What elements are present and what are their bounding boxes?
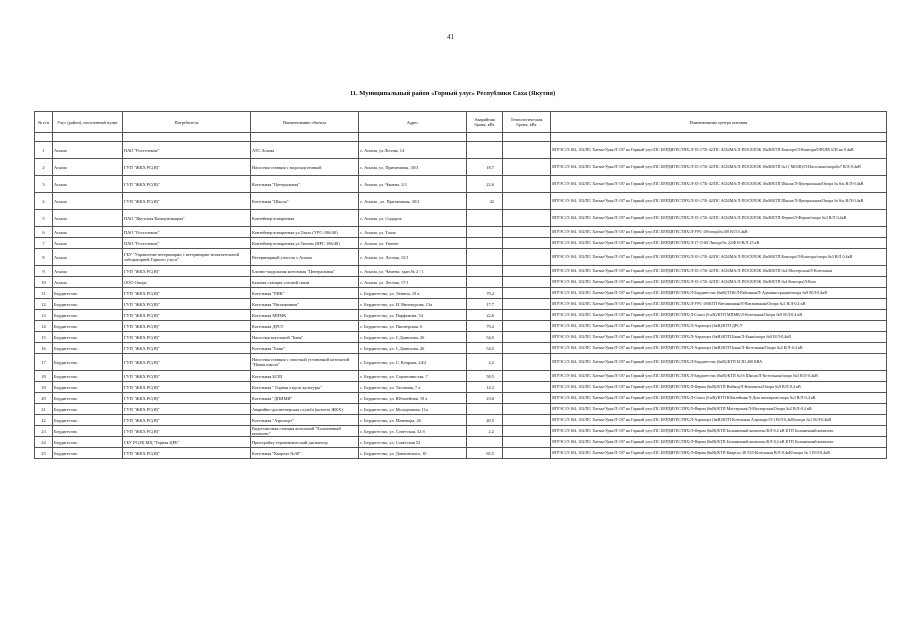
address-cell: с. Бердигестях, ул. Ленина, 10 а [359, 288, 467, 299]
feeder-cell: ЯГРЭС/Л-104, 102/ПС Хатын-Урях/Л-107 на Горный улус/ПС БЕРДИГЕСТЯХ/Л-Аэропорт (6кВ)/КТП Баня/Л-Котельная/Опора №2 В/Л-0,4 кВ [551, 343, 887, 354]
address-cell: с. Бердигестях, ул. Соровшнистая, 7 [359, 371, 467, 382]
table-row [35, 343, 887, 354]
row-number: 3 [35, 176, 53, 193]
feeder-cell: ЯГРЭС/Л-104, 102/ПС Хатын-Урях/Л-107 на Горный улус/ПС БЕРДИГЕСТЯХ/Л-Аэропорт (6кВ)/КТП ДРСУ [551, 321, 887, 332]
technological-reserve-cell [503, 159, 551, 176]
address-cell: с. Бердигестях, ул. Данчинского, 10 [359, 448, 467, 459]
object-cell: Котельная "Школа" [251, 193, 359, 210]
table-row [35, 354, 887, 371]
district-cell: Асыма [53, 277, 123, 288]
technological-reserve-cell [503, 227, 551, 238]
district-cell: Бердигестях [53, 371, 123, 382]
address-cell: с. Бердигестях, ул. Парфенова, 54 [359, 310, 467, 321]
district-cell: Бердигестях [53, 426, 123, 437]
table-row [35, 448, 887, 459]
address-cell: с. Асыма, ул.Лесная, 14 [359, 142, 467, 159]
technological-reserve-cell [503, 393, 551, 404]
table-row [35, 238, 887, 249]
emergency-reserve-cell: 22,6 [467, 176, 503, 193]
consumer-cell: ПАО "Ростелеком" [123, 238, 251, 249]
address-cell: с. Асыма, ул. Тюнгю [359, 238, 467, 249]
address-cell: с. Бердигестях, ул. Советская, 52 б [359, 426, 467, 437]
row-number: 8 [35, 249, 53, 266]
technological-reserve-cell [503, 249, 551, 266]
feeder-cell: ЯГРЭС/Л-104, 102/ПС Хатын-Урях/Л-107 на Горный улус/ПС БЕРДИГЕСТЯХ/Л-Бердигестях (6кВ)/КТП №16 Школа/Л-Котельная/опора №3 В/Л-0,4кВ [551, 371, 887, 382]
address-cell: с. Бердигестях, ул. Советская 52 [359, 437, 467, 448]
emergency-reserve-cell: 14,3 [467, 382, 503, 393]
consumer-cell: ГУП "ЖКХ РС(Я)" [123, 193, 251, 210]
feeder-cell: ЯГРЭС/Л-104, 102/ПС Хатын-Урях/Л-107 на Горный улус/ПС БЕРДИГЕСТЯХ/Л-Бердигестях (6кВ)/КТП БСШ 400 КВА [551, 354, 887, 371]
row-number: 12 [35, 299, 53, 310]
district-cell: Асыма [53, 159, 123, 176]
consumer-cell: ГУП "ЖКХ РС(Я)" [123, 354, 251, 371]
row-number: 20 [35, 393, 53, 404]
header-district: Улус (район), населенный пункт [53, 112, 123, 133]
table-row [35, 277, 887, 288]
consumer-cell: ГБУ "Управление ветеринарии с ветеринарно-испытательной лабораторией Горного улуса" [123, 249, 251, 266]
table-row [35, 299, 887, 310]
feeder-cell: ЯГРЭС/Л-104, 102/ПС Хатын-Урях/Л-107 на Горный улус/ПС БЕРДИГЕСТЯХ/Л-Ферма (6кВ)/КТП Больничный комплекс/КЛ-0,4 кВ КТП Больничный комплекс [551, 426, 887, 437]
address-cell: с. Бердигестях, ул. С.Данилова, 26 [359, 343, 467, 354]
table-row [35, 415, 887, 426]
address-cell: с. Бердигестях, ул. Тасовная, 7 а [359, 382, 467, 393]
object-cell: Насосная станция с водоподготовкой [251, 159, 359, 176]
district-cell: Бердигестях [53, 288, 123, 299]
address-cell: с. Асыма, ул. Лесная, 15/1 [359, 249, 467, 266]
object-cell: Котельная БСШ [251, 371, 359, 382]
emergency-reserve-cell [467, 437, 503, 448]
object-cell: Контейнер-аппаратная ул.Тюнгю (НРС 186/40) [251, 238, 359, 249]
emergency-reserve-cell [467, 227, 503, 238]
consumer-cell: ГУП "ЖКХ РС(Я)" [123, 448, 251, 459]
technological-reserve-cell [503, 415, 551, 426]
table-header-row [35, 112, 887, 133]
consumer-cell: ПАО "Ростелеком" [123, 227, 251, 238]
consumer-cell: ПАО "Якутская Коммуникации" [123, 210, 251, 227]
district-cell: Бердигестях [53, 321, 123, 332]
technological-reserve-cell [503, 210, 551, 227]
emergency-reserve-cell: 17,7 [467, 299, 503, 310]
row-number: 18 [35, 371, 53, 382]
technological-reserve-cell [503, 354, 551, 371]
district-cell: Асыма [53, 238, 123, 249]
address-cell: с. Асыма, ул. Чамена, 2/1 [359, 176, 467, 193]
technological-reserve-cell [503, 437, 551, 448]
object-cell: Котельная "Витаминная" [251, 299, 359, 310]
table-row [35, 404, 887, 415]
object-cell: Котельная "ДПИМИ" [251, 393, 359, 404]
row-number: 2 [35, 159, 53, 176]
district-cell: Бердигестях [53, 332, 123, 343]
object-cell: Котельная "Баня" [251, 343, 359, 354]
consumer-cell: ГУП "ЖКХ РС(Я)" [123, 382, 251, 393]
emergency-reserve-cell: 79,2 [467, 321, 503, 332]
emergency-reserve-cell: 40,5 [467, 415, 503, 426]
row-number: 17 [35, 354, 53, 371]
feeder-cell: ЯГРЭС/Л-104, 102/ПС Хатын-Урях/Л-107 на Горный улус/ПС БЕРДИГЕСТЯХ/Л-Ферма (6кВ)/КТП Войвод/Л-Контакты/Опора №9 В/Л-0,4 кВ [551, 382, 887, 393]
row-number: 9 [35, 266, 53, 277]
table-row [35, 176, 887, 193]
table-row [35, 193, 887, 210]
district-cell: Бердигестях [53, 448, 123, 459]
district-cell: Бердигестях [53, 299, 123, 310]
table-row [35, 249, 887, 266]
row-number: 6 [35, 227, 53, 238]
district-cell: Бердигестях [53, 310, 123, 321]
table-row [35, 227, 887, 238]
emergency-reserve-cell [467, 266, 503, 277]
technological-reserve-cell [503, 193, 551, 210]
header-feeder: Наименование центра питания [551, 112, 887, 133]
consumer-cell: ГУП "ЖКХ РС(Я)" [123, 332, 251, 343]
object-cell: Водоочистная станция котельной "Больничный комплекс" [251, 426, 359, 437]
technological-reserve-cell [503, 343, 551, 354]
emergency-reserve-cell: 54,5 [467, 343, 503, 354]
row-number: 14 [35, 321, 53, 332]
feeder-cell: ЯГРЭС/Л-104, 102/ПС Хатын-Урях/Л-107 на Горный улус/ПС БЕРДИГЕСТЯХ/Л-Ферма (6кВ)/КТП Мастерская/Л-Мастерская/Опора №2 В/Л-0,4 кВ [551, 404, 887, 415]
technological-reserve-cell [503, 310, 551, 321]
address-cell: с. Бердигестях, ул. Пионерская, 6 [359, 321, 467, 332]
emergency-reserve-cell [467, 277, 503, 288]
header-num: № п/п [35, 112, 53, 133]
address-cell: с. Асыма, ул. Притаежная, 30/3 [359, 159, 467, 176]
consumer-cell: ООО Опора [123, 277, 251, 288]
emergency-reserve-cell: 65,5 [467, 448, 503, 459]
feeder-cell: ЯГРЭС/Л-104, 102/ПС Хатын-Урях/Л-107 на Горный улус/ПС БЕРДИГЕСТЯХ/Л-35-17/Б-42/ПС АСЫМА/Л-ПОСЕЛОК 10кВ/КТП Школа/Л-Центральная/Опора № 6/н В/Л-0,4кВ [551, 193, 887, 210]
consumer-cell: ПАО "Ростелеком" [123, 142, 251, 159]
technological-reserve-cell [503, 299, 551, 310]
object-cell: Контейнер-аппаратная ул.Тааль (УРС-186/40) [251, 227, 359, 238]
address-cell: с. Асыма, ул. Лесная, 17/1 [359, 277, 467, 288]
row-number: 22 [35, 415, 53, 426]
consumer-cell: ГУП "ЖКХ РС(Я)" [123, 288, 251, 299]
consumer-cell: ГУП "ЖКХ РС(Я)" [123, 371, 251, 382]
row-number: 21 [35, 404, 53, 415]
table-row [35, 321, 887, 332]
emergency-reserve-cell: 22,6 [467, 310, 503, 321]
row-number: 19 [35, 382, 53, 393]
object-cell: Блочно-модульная котельная "Центральная" [251, 266, 359, 277]
object-cell: Контейнер-аппаратная [251, 210, 359, 227]
feeder-cell: ЯГРЭС/Л-104, 102/ПС Хатын-Урях/Л-107 на Горный улус/ПС БЕРДИГЕСТЯХ/Л-Бердигестях (6кВ)/ТП6/Л-Районная/Л-Администрация/опора №9 В/Л-0,4кВ [551, 288, 887, 299]
object-cell: Котельная "Центральная" [251, 176, 359, 193]
district-cell: Бердигестях [53, 382, 123, 393]
header-object: Наименование объекта [251, 112, 359, 133]
feeder-cell: ЯГРЭС/Л-104, 102/ПС Хатын-Урях/Л-107 на Горный улус/ПС БЕРДИГЕСТЯХ/Л-УРС-49/опора№100 В/Л 0,4кВ [551, 227, 887, 238]
district-cell: Асыма [53, 193, 123, 210]
table-row [35, 310, 887, 321]
header-emergency: Аварийная броня, кВт [467, 112, 503, 133]
emergency-reserve-cell: 79,2 [467, 288, 503, 299]
technological-reserve-cell [503, 382, 551, 393]
district-cell: Асыма [53, 227, 123, 238]
emergency-reserve-cell [467, 238, 503, 249]
row-number: 1 [35, 142, 53, 159]
feeder-cell: ЯГРЭС/Л-104, 102/ПС Хатын-Урях/Л-107 на Горный улус/ПС БЕРДИГЕСТЯХ/Л-35-17/Б-42/ПС АСЫМА/Л-ПОСЕЛОК 10кВ/КТП Контора/Л-Контора/опора №3 В/Л 0,4кВ [551, 249, 887, 266]
address-cell: с. Асыма, ул. Тааль [359, 227, 467, 238]
emergency-reserve-cell: 58,5 [467, 371, 503, 382]
address-cell: с. Бердигестях, ул. С.Данилова, 26 [359, 332, 467, 343]
table-row [35, 393, 887, 404]
technological-reserve-cell [503, 371, 551, 382]
feeder-cell: ЯГРЭС/Л-104, 102/ПС Хатын-Урях/Л-107 на Горный улус/ПС БЕРДИГЕСТЯХ/Л-Ферма (6кВ)/КТП Больничный комплекс/КЛ-0,4 кВ КТП Больничный комплекс [551, 437, 887, 448]
object-cell: Котельная "РИК" [251, 288, 359, 299]
technological-reserve-cell [503, 288, 551, 299]
consumer-cell: ГБУ РС(Я) МЦ "Горная ЦРБ" [123, 437, 251, 448]
district-cell: Бердигестях [53, 393, 123, 404]
feeder-cell: ЯГРЭС/Л-104, 102/ПС Хатын-Урях/Л-107 на Горный улус/ПС БЕРДИГЕСТЯХ/Л-35-17/Б-42/ПС АСЫМА/Л-ПОСЕЛОК 10кВ/КТП Контора/Л-Контора/ОПОРА Б/Н на 0,4кВ [551, 142, 887, 159]
address-cell: с. Асыма, ул. Сидоров [359, 210, 467, 227]
consumer-cell: ГУП "ЖКХ РС(Я)" [123, 343, 251, 354]
emergency-reserve-cell: 54,5 [467, 332, 503, 343]
consumer-cell: ГУП "ЖКХ РС(Я)" [123, 176, 251, 193]
row-number: 25 [35, 448, 53, 459]
address-cell: с. Бердигестях, ул. И. Винокурова, 13а [359, 299, 467, 310]
row-number: 16 [35, 343, 53, 354]
consumer-cell: ГУП "ЖКХ РС(Я)" [123, 404, 251, 415]
district-cell: Асыма [53, 266, 123, 277]
table-row [35, 210, 887, 227]
feeder-cell: ЯГРЭС/Л-104, 102/ПС Хатын-Урях/Л-107 на Горный улус/ПС БЕРДИГЕСТЯХ/Л-Аэропорт (6кВ)/КТП Баня/Л-Баня/опора №8 В/Л-0,4кВ [551, 332, 887, 343]
emergency-reserve-cell: 42 [467, 193, 503, 210]
table-row [35, 142, 887, 159]
technological-reserve-cell [503, 448, 551, 459]
emergency-reserve-cell: 23,6 [467, 393, 503, 404]
consumer-cell: ГУП "ЖКХ РС(Я)" [123, 159, 251, 176]
row-number: 13 [35, 310, 53, 321]
row-number: 15 [35, 332, 53, 343]
district-cell: Бердигестях [53, 343, 123, 354]
consumer-cell: ГУП "ЖКХ РС(Я)" [123, 415, 251, 426]
technological-reserve-cell [503, 404, 551, 415]
address-cell: с. Бердигестях, ул. С. Кочрова, 24/2 [359, 354, 467, 371]
district-cell: Асыма [53, 249, 123, 266]
reserve-table [34, 111, 887, 459]
feeder-cell: ЯГРЭС/Л-104, 102/ПС Хатын-Урях/Л-107 на Горный улус/ПС БЕРДИГЕСТЯХ/Л-35-17/Б-42/ПС АСЫМА/Л-ПОСЕЛОК 10кВ/КТП №4 Контора/Л-Котл [551, 277, 887, 288]
header-technological: Технологическая броня, кВт [503, 112, 551, 133]
section-title: 11. Муниципальный район «Горный улус» Республики Саха (Якутия) [349, 90, 556, 97]
object-cell: Насосная станция с очисткой установкой котельной "Новая школа" [251, 354, 359, 371]
object-cell: Ветеринарный участок с.Асыма [251, 249, 359, 266]
object-cell: Котельная ДРСУ [251, 321, 359, 332]
object-cell: Котельная " Горная отдела культуры" [251, 382, 359, 393]
spacer-row [35, 133, 887, 142]
table-body [35, 133, 887, 459]
consumer-cell: ГУП "ЖКХ РС(Я)" [123, 321, 251, 332]
technological-reserve-cell [503, 277, 551, 288]
feeder-cell: ЯГРЭС/Л-104, 102/ПС Хатын-Урях/Л-107 на Горный улус/ПС БЕРДИГЕСТЯХ/Л-Аэропорт (6кВ)/КТП Котельная Аэропорт/Л-1 В/Л-0,4кВ/опора №1 В/Л-0,4кВ [551, 415, 887, 426]
district-cell: Бердигестях [53, 354, 123, 371]
table-row [35, 159, 887, 176]
district-cell: Бердигестях [53, 404, 123, 415]
address-cell: с. Асыма , ул. Притаежная, 30/2 [359, 193, 467, 210]
table-row [35, 426, 887, 437]
address-cell: с. Бердигестях, ул. Молодежная, 11а [359, 404, 467, 415]
district-cell: Асыма [53, 210, 123, 227]
district-cell: Бердигестях [53, 415, 123, 426]
district-cell: Асыма [53, 176, 123, 193]
object-cell: Базовая станция сотовой связи [251, 277, 359, 288]
address-cell: с. Бердигестях, ул. Маневора, 26 [359, 415, 467, 426]
technological-reserve-cell [503, 176, 551, 193]
row-number: 11 [35, 288, 53, 299]
page-number: 41 [447, 33, 454, 41]
emergency-reserve-cell [467, 142, 503, 159]
object-cell: Пристройку терапевтический диспансер [251, 437, 359, 448]
technological-reserve-cell [503, 321, 551, 332]
feeder-cell: ЯГРЭС/Л-104, 102/ПС Хатын-Урях/Л-107 на Горный улус/ПС БЕРДИГЕСТЯХ/Л-35-17/Б-42/ПС АСЫМА/Л-ПОСЕЛОК 10кВ/КТП №4 Мастерская/Л-Котельная [551, 266, 887, 277]
consumer-cell: ГУП "ЖКХ РС(Я)" [123, 299, 251, 310]
feeder-cell: ЯГРЭС/Л-104, 102/ПС Хатын-Урях/Л-107 на Горный улус/ПС БЕРДИГЕСТЯХ/Л-УРС-49/КТП Витаминная/Л-Витаминная/Опора №1 В/Л-0,4 кВ [551, 299, 887, 310]
row-number: 10 [35, 277, 53, 288]
emergency-reserve-cell [467, 210, 503, 227]
object-cell: Котельная МПМК [251, 310, 359, 321]
emergency-reserve-cell [467, 249, 503, 266]
address-cell: с. Асыма, ул. Чамена, здан.№ 2 / 1 [359, 266, 467, 277]
feeder-cell: ЯГРЭС/Л-104, 102/ПС Хатын-Урях/Л-107 на Горный улус/ПС БЕРДИГЕСТЯХ/Л-35-17/Б-42/ПС АСЫМА/Л-ПОСЕЛОК 10кВ/КТП №1 ( МОШ)/Л-Насосная/опора№7 В/Л-0,4кВ [551, 159, 887, 176]
technological-reserve-cell [503, 142, 551, 159]
object-cell: Насосная котельной "Баня" [251, 332, 359, 343]
district-cell: Асыма [53, 142, 123, 159]
row-number: 4 [35, 193, 53, 210]
consumer-cell: ГУП "ЖКХ РС(Я)" [123, 393, 251, 404]
row-number: 7 [35, 238, 53, 249]
technological-reserve-cell [503, 332, 551, 343]
feeder-cell: ЯГРЭС/Л-104, 102/ПС Хатын-Урях/Л-107 на Горный улус/ПС БЕРДИГЕСТЯХ/Л-17-Л-60 Лиходе/№ 22/Ф10-В/Л 25 кВ [551, 238, 887, 249]
consumer-cell: ГУП "ЖКХ РС(Я)" [123, 266, 251, 277]
feeder-cell: ЯГРЭС/Л-104, 102/ПС Хатын-Урях/Л-107 на Горный улус/ПС БЕРДИГЕСТЯХ/Л-35-17/Б-42/ПС АСЫМА/Л-ПОСЕЛОК 10кВ/КТП Ферма/Л-Ферма/опора №3 В/Л 0,4кВ [551, 210, 887, 227]
table-row [35, 371, 887, 382]
feeder-cell: ЯГРЭС/Л-104, 102/ПС Хатын-Урях/Л-107 на Горный улус/ПС БЕРДИГЕСТЯХ/Л-Ферма (6кВ)/КТП Квартал 38 Л/Л-Котельная В/Л-0,4кВ/опора № 1 В/Л-0,4кВ [551, 448, 887, 459]
object-cell: Котельная "Аэропорт" [251, 415, 359, 426]
address-cell: с. Бердигестях, ул. Юбилейная, 19 а [359, 393, 467, 404]
technological-reserve-cell [503, 266, 551, 277]
table-row [35, 288, 887, 299]
row-number: 24 [35, 437, 53, 448]
emergency-reserve-cell: 2,2 [467, 354, 503, 371]
header-address: Адрес [359, 112, 467, 133]
table-row [35, 332, 887, 343]
object-cell: Аварийно-диспетчерская служба (котлетл ЖКХ) [251, 404, 359, 415]
object-cell: АТС Асыма [251, 142, 359, 159]
technological-reserve-cell [503, 238, 551, 249]
emergency-reserve-cell [467, 404, 503, 415]
table-row [35, 266, 887, 277]
object-cell: Котельная "Квартал №38" [251, 448, 359, 459]
consumer-cell: ГУП "ЖКХ РС(Я)" [123, 426, 251, 437]
feeder-cell: ЯГРЭС/Л-104, 102/ПС Хатын-Урях/Л-107 на Горный улус/ПС БЕРДИГЕСТЯХ/Л-Сокол (6 кВ)/КТП Юбилейная/Л-Дом пионеров/опора №3 В/Л-0,4 кВ [551, 393, 887, 404]
emergency-reserve-cell: 18,7 [467, 159, 503, 176]
row-number: 23 [35, 426, 53, 437]
table-row [35, 437, 887, 448]
header-consumer: Потребитель [123, 112, 251, 133]
row-number: 5 [35, 210, 53, 227]
consumer-cell: ГУП "ЖКХ РС(Я)" [123, 310, 251, 321]
emergency-reserve-cell: 2,2 [467, 426, 503, 437]
feeder-cell: ЯГРЭС/Л-104, 102/ПС Хатын-Урях/Л-107 на Горный улус/ПС БЕРДИГЕСТЯХ/Л-Сокол (6 кВ)/КТП МПМК/Л-Котельная/Опора №9 В/Л-0,4 кВ [551, 310, 887, 321]
table-row [35, 382, 887, 393]
district-cell: Бердигестях [53, 437, 123, 448]
feeder-cell: ЯГРЭС/Л-104, 102/ПС Хатын-Урях/Л-107 на Горный улус/ПС БЕРДИГЕСТЯХ/Л-35-17/Б-42/ПС АСЫМА/Л-ПОСЕЛОК 10кВ/КТП Школа/Л-Центральная/Опора № 6/н В/Л-0,4кВ [551, 176, 887, 193]
technological-reserve-cell [503, 426, 551, 437]
